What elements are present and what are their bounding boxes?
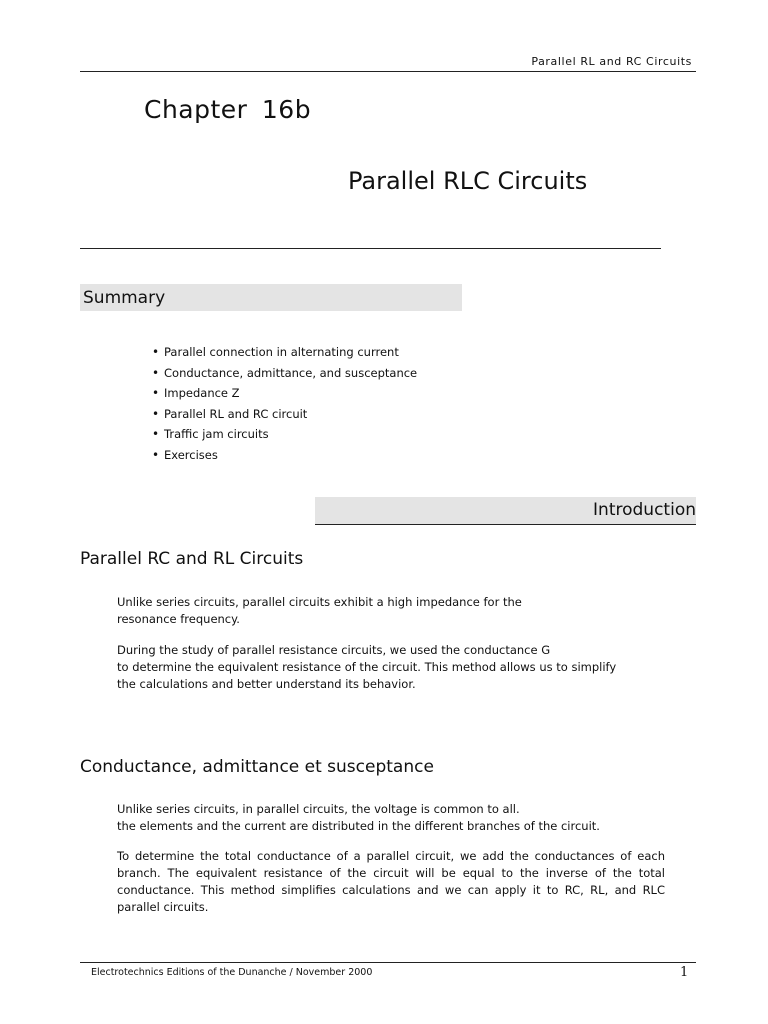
- summary-item-text: Conductance, admittance, and susceptance: [164, 365, 418, 380]
- list-item: [152, 363, 417, 384]
- section-heading-conductance: Conductance, admittance et susceptance: [80, 757, 434, 777]
- summary-item-text: Traffic jam circuits: [164, 427, 269, 442]
- summary-list: [152, 342, 417, 466]
- paragraph: [117, 594, 665, 628]
- paragraph: [117, 642, 665, 693]
- summary-bar: [80, 284, 462, 311]
- text-line: During the study of parallel resistance circuits, we used the conductance G: [117, 643, 551, 657]
- bullet-icon: •: [152, 427, 160, 442]
- text-line: to determine the equivalent resistance of the circuit. This method allows us to simplify: [117, 660, 617, 674]
- bullet-icon: •: [152, 365, 160, 380]
- text-line: Unlike series circuits, in parallel circuits, the voltage is common to all.: [117, 802, 520, 816]
- summary-item-text: Exercises: [164, 447, 218, 462]
- text-line: the elements and the current are distributed in the different branches of the circuit.: [117, 819, 600, 833]
- list-item: [152, 424, 417, 445]
- section-heading-parallel-rc-rl: Parallel RC and RL Circuits: [80, 549, 304, 569]
- list-item: [152, 383, 417, 404]
- bullet-icon: •: [152, 345, 160, 359]
- footer-text: Electrotechnics Editions of the Dunanche / November 2000: [91, 967, 373, 978]
- paragraph: [117, 848, 665, 916]
- running-header: Parallel RL and RC Circuits: [531, 55, 692, 68]
- text-block: To determine the total conductance of a parallel circuit, we add the conductances of each branch. The equivalent resistance of the circuit will be equal to the inverse of the total conductance. This method simplifies calculations and we can apply it to RC, RL, and RLC parallel circuits.: [117, 849, 665, 914]
- text-line: the calculations and better understand its behavior.: [117, 677, 416, 691]
- summary-heading: Summary: [83, 288, 166, 308]
- chapter-title: Chapter 16b: [144, 95, 312, 124]
- title-rule: [80, 248, 661, 249]
- document-title: Parallel RLC Circuits: [348, 167, 588, 195]
- bullet-icon: •: [152, 447, 160, 462]
- list-item: [152, 342, 417, 363]
- bullet-icon: •: [152, 386, 160, 401]
- introduction-bar: [315, 497, 696, 525]
- text-line: Unlike series circuits, parallel circuits exhibit a high impedance for the: [117, 595, 522, 609]
- list-item: [152, 404, 417, 425]
- list-item: [152, 445, 417, 466]
- page-number: 1: [680, 965, 689, 980]
- summary-item-text: Parallel RL and RC circuit: [164, 406, 308, 421]
- bullet-icon: •: [152, 406, 160, 421]
- text-line: resonance frequency.: [117, 612, 240, 626]
- summary-item-text: Impedance Z: [164, 386, 240, 401]
- header-rule: [80, 71, 696, 72]
- summary-item-text: Parallel connection in alternating current: [164, 345, 399, 359]
- paragraph: [117, 801, 665, 835]
- footer-rule: [80, 962, 696, 963]
- introduction-heading: Introduction: [593, 500, 696, 520]
